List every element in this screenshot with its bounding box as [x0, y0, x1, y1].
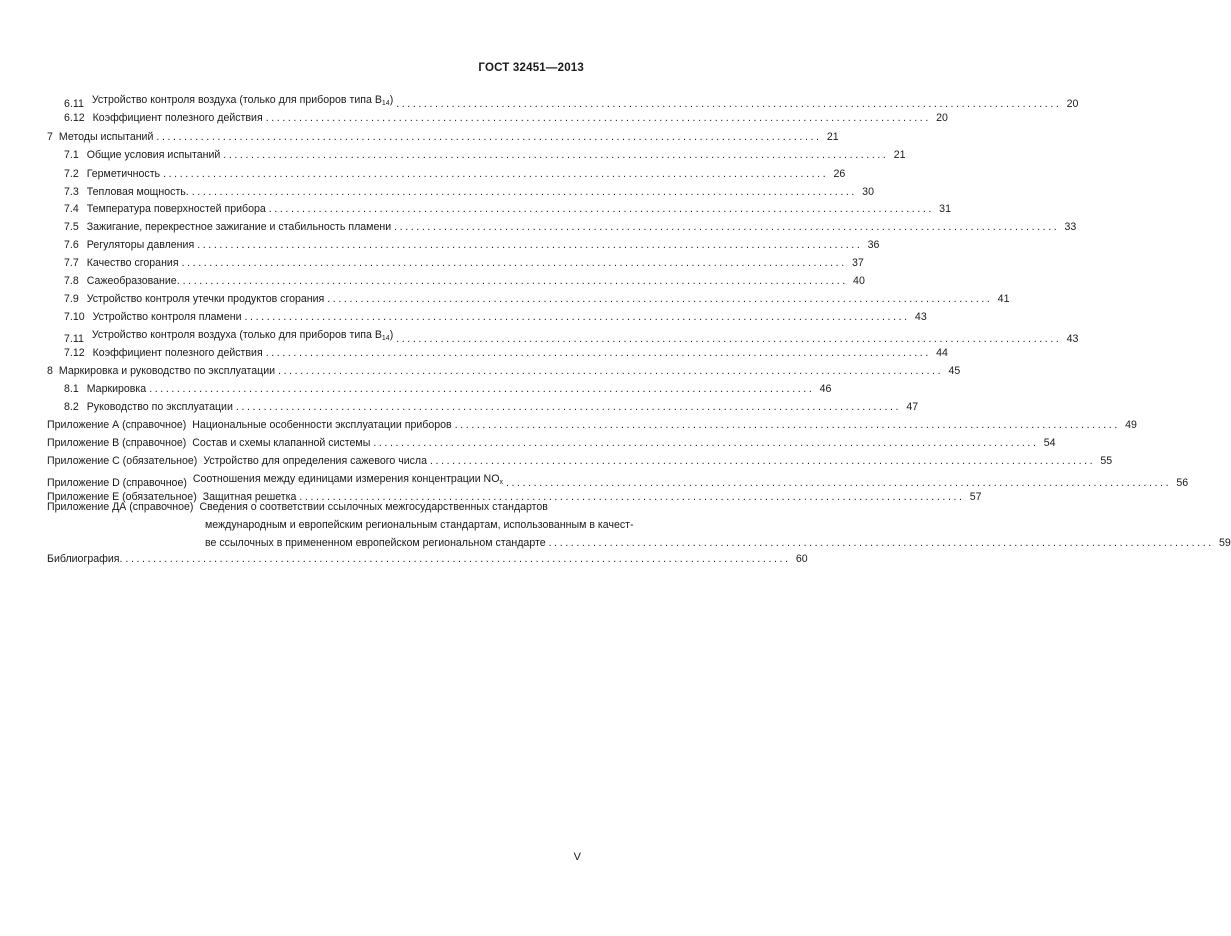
toc-entry-title: Сажеобразование. [86, 275, 180, 287]
toc-entry-number: Приложение ДА (справочное) [47, 501, 194, 513]
toc-entry [47, 455, 1113, 467]
toc-entry [47, 365, 961, 377]
leader-dots: ........................................................................................................................ [454, 419, 1120, 431]
toc-entry-page: 20 [936, 112, 948, 124]
toc-entry [47, 473, 1189, 489]
toc-entry-title-line2: международным и европейским региональным стандартам, использованным в качест- [205, 519, 634, 531]
toc-entry-number: 7.8 [64, 275, 79, 287]
toc-entry [64, 186, 874, 198]
toc-entry-number: 7.12 [64, 347, 85, 359]
toc-entry [64, 311, 927, 323]
toc-entry-page: 59 [1219, 537, 1231, 549]
toc-entry-number: 7.2 [64, 168, 79, 180]
toc-entry-page: 36 [867, 239, 880, 251]
toc-entry-page: 41 [997, 293, 1010, 305]
leader-dots: ........................................................................................................................ [394, 221, 1060, 233]
toc-entry-number: Приложение Е (обязательное) [47, 491, 197, 503]
toc-entry-title: Качество сгорания [86, 257, 179, 269]
toc-entry-number: 8.2 [64, 401, 79, 413]
leader-dots: ........................................................................................................................ [244, 311, 910, 323]
toc-entry-number: 7.10 [64, 311, 85, 323]
toc-entry-number: 7.9 [64, 293, 79, 305]
toc-entry-title-line3: ве ссылочных в примененном европейском региональном стандарте [205, 537, 546, 549]
toc-entry [64, 329, 1079, 345]
toc-entry [64, 383, 832, 395]
toc-entry-title: Руководство по эксплуатации [86, 401, 233, 413]
toc-entry [64, 401, 919, 413]
toc-entry-number: 6.11 [64, 98, 84, 110]
toc-entry-page: 47 [906, 401, 919, 413]
toc-entry-subscript: 14 [381, 100, 390, 107]
leader-dots: ........................................................................................................................ [373, 437, 1039, 449]
toc-entry-page: 43 [1066, 333, 1079, 345]
toc-entry-page: 57 [969, 491, 982, 503]
toc-entry-page: 54 [1043, 437, 1056, 449]
toc-entry-title: Коэффициент полезного действия [92, 347, 263, 359]
leader-dots: ........................................................................................................................ [191, 186, 857, 198]
leader-dots: ........................................................................................................................ [182, 275, 848, 287]
toc-entry-number: 7.4 [64, 203, 79, 215]
toc-entry-title: Устройство для определения сажевого числа [203, 455, 427, 467]
toc-entry-page: 33 [1064, 221, 1077, 233]
toc-entry-page: 37 [851, 257, 864, 269]
leader-dots: ........................................................................................................................ [235, 401, 902, 413]
toc-entry-number: 7 [47, 131, 53, 143]
toc-entry-title: Коэффициент полезного действия [92, 112, 263, 124]
leader-dots: ........................................................................................................................ [163, 168, 829, 180]
toc-entry-bibliography [47, 553, 808, 565]
toc-entry [64, 293, 1010, 305]
toc-entry-page: 60 [795, 553, 808, 565]
leader-dots: ........................................................................................................................ [299, 491, 965, 503]
leader-dots: ........................................................................................................................ [181, 257, 847, 269]
toc-entry-page: 45 [948, 365, 961, 377]
leader-dots: ........................................................................................................................ [197, 239, 863, 251]
toc-entry-page: 56 [1176, 477, 1189, 489]
toc-entry-annex-da [47, 501, 1231, 555]
toc-entry-title: Национальные особенности эксплуатации приборов [192, 419, 452, 431]
toc-entry-subscript: 14 [381, 335, 390, 342]
toc-entry-title: Защитная решетка [202, 491, 297, 503]
leader-dots: ........................................................................................................................ [149, 383, 815, 395]
toc-entry-title: Маркировка и руководство по эксплуатации [58, 365, 276, 377]
toc-entry-title: Зажигание, перекрестное зажигание и стабильность пламени [86, 221, 392, 233]
toc-entry [47, 131, 839, 143]
leader-dots: ........................................................................................................................ [396, 98, 1062, 110]
toc-entry-title: Температура поверхностей прибора [86, 203, 266, 215]
toc-entry-number: 7.5 [64, 221, 79, 233]
leader-dots: ........................................................................................................................ [548, 537, 1214, 549]
toc-entry-page: 26 [833, 168, 846, 180]
toc-entry-title: Методы испытаний [58, 131, 154, 143]
toc-entry [64, 257, 864, 269]
leader-dots: ........................................................................................................................ [265, 112, 931, 124]
toc-entry [64, 239, 880, 251]
toc-entry-title: Устройство контроля пламени [92, 311, 242, 323]
toc-entry [64, 347, 948, 359]
toc-entry-title: Устройство контроля утечки продуктов сгорания [86, 293, 325, 305]
toc-entry-number: 7.7 [64, 257, 79, 269]
leader-dots: ........................................................................................................................ [505, 477, 1172, 489]
toc-entry-page: 55 [1100, 455, 1113, 467]
toc-entry [47, 437, 1056, 449]
leader-dots: ........................................................................................................................ [156, 131, 822, 143]
toc-entry-page: 44 [936, 347, 948, 359]
toc-entry-number: Приложение D (справочное) [47, 477, 187, 489]
toc-entry-title: Состав и схемы клапанной системы [192, 437, 371, 449]
toc-entry-page: 43 [914, 311, 927, 323]
toc-entry-number: 7.6 [64, 239, 79, 251]
toc-entry-number: 8 [47, 365, 53, 377]
toc-entry-number: 7.1 [64, 149, 79, 161]
toc-entry-page: 40 [853, 275, 865, 287]
toc-entry-number: Приложение В (справочное) [47, 437, 187, 449]
toc-entry-title: Соотношения между единицами измерения концентрации $NO_x$ [192, 473, 503, 486]
toc-entry-title-line1: Сведения о соответствии ссылочных межгосударственных стандартов [199, 501, 548, 513]
toc-entry-number: 6.12 [64, 112, 85, 124]
toc-entry-page: 21 [826, 131, 839, 143]
toc-entry-number: 7.11 [64, 333, 84, 345]
toc-entry-title: Общие условия испытаний [86, 149, 221, 161]
leader-dots: ........................................................................................................................ [396, 333, 1062, 345]
leader-dots: ........................................................................................................................ [278, 365, 944, 377]
leader-dots: ........................................................................................................................ [125, 553, 791, 565]
toc-entry-subscript: x [499, 479, 503, 486]
leader-dots: ........................................................................................................................ [265, 347, 931, 359]
leader-dots: ........................................................................................................................ [430, 455, 1096, 467]
toc-entry-title: Регуляторы давления [86, 239, 195, 251]
toc-entry-page: 20 [1066, 98, 1079, 110]
document-code: ГОСТ 32451—2013 [478, 62, 584, 74]
toc-entry [64, 221, 1077, 233]
toc-entry-title: Герметичность [86, 168, 161, 180]
toc-entry-title: Библиография. [47, 553, 123, 565]
leader-dots: ........................................................................................................................ [223, 149, 889, 161]
toc-entry [64, 275, 865, 287]
toc-entry-page: 31 [939, 203, 951, 215]
toc-entry-page: 46 [819, 383, 832, 395]
leader-dots: ........................................................................................................................ [268, 203, 934, 215]
toc-entry [64, 112, 948, 124]
toc-entry [47, 419, 1137, 431]
leader-dots: ........................................................................................................................ [327, 293, 993, 305]
toc-entry-number: Приложение А (справочное) [47, 419, 187, 431]
toc-entry-number: 8.1 [64, 383, 79, 395]
page-number-roman: V [573, 851, 581, 863]
toc-entry [64, 94, 1079, 110]
toc-entry-number: Приложение С (обязательное) [47, 455, 198, 467]
toc-entry-title: Маркировка [86, 383, 147, 395]
toc-entry-title: Устройство контроля воздуха (только для приборов типа $B_{14}$) [91, 329, 394, 342]
toc-entry-page: 49 [1125, 419, 1137, 431]
toc-entry [64, 203, 951, 215]
toc-entry [64, 149, 906, 161]
toc-entry [64, 168, 846, 180]
toc-entry-page: 21 [893, 149, 906, 161]
toc-entry-page: 30 [862, 186, 874, 198]
toc-entry-title: Тепловая мощность. [86, 186, 189, 198]
toc-entry-number: 7.3 [64, 186, 79, 198]
toc-entry-title: Устройство контроля воздуха (только для приборов типа $B_{14}$) [91, 94, 394, 107]
